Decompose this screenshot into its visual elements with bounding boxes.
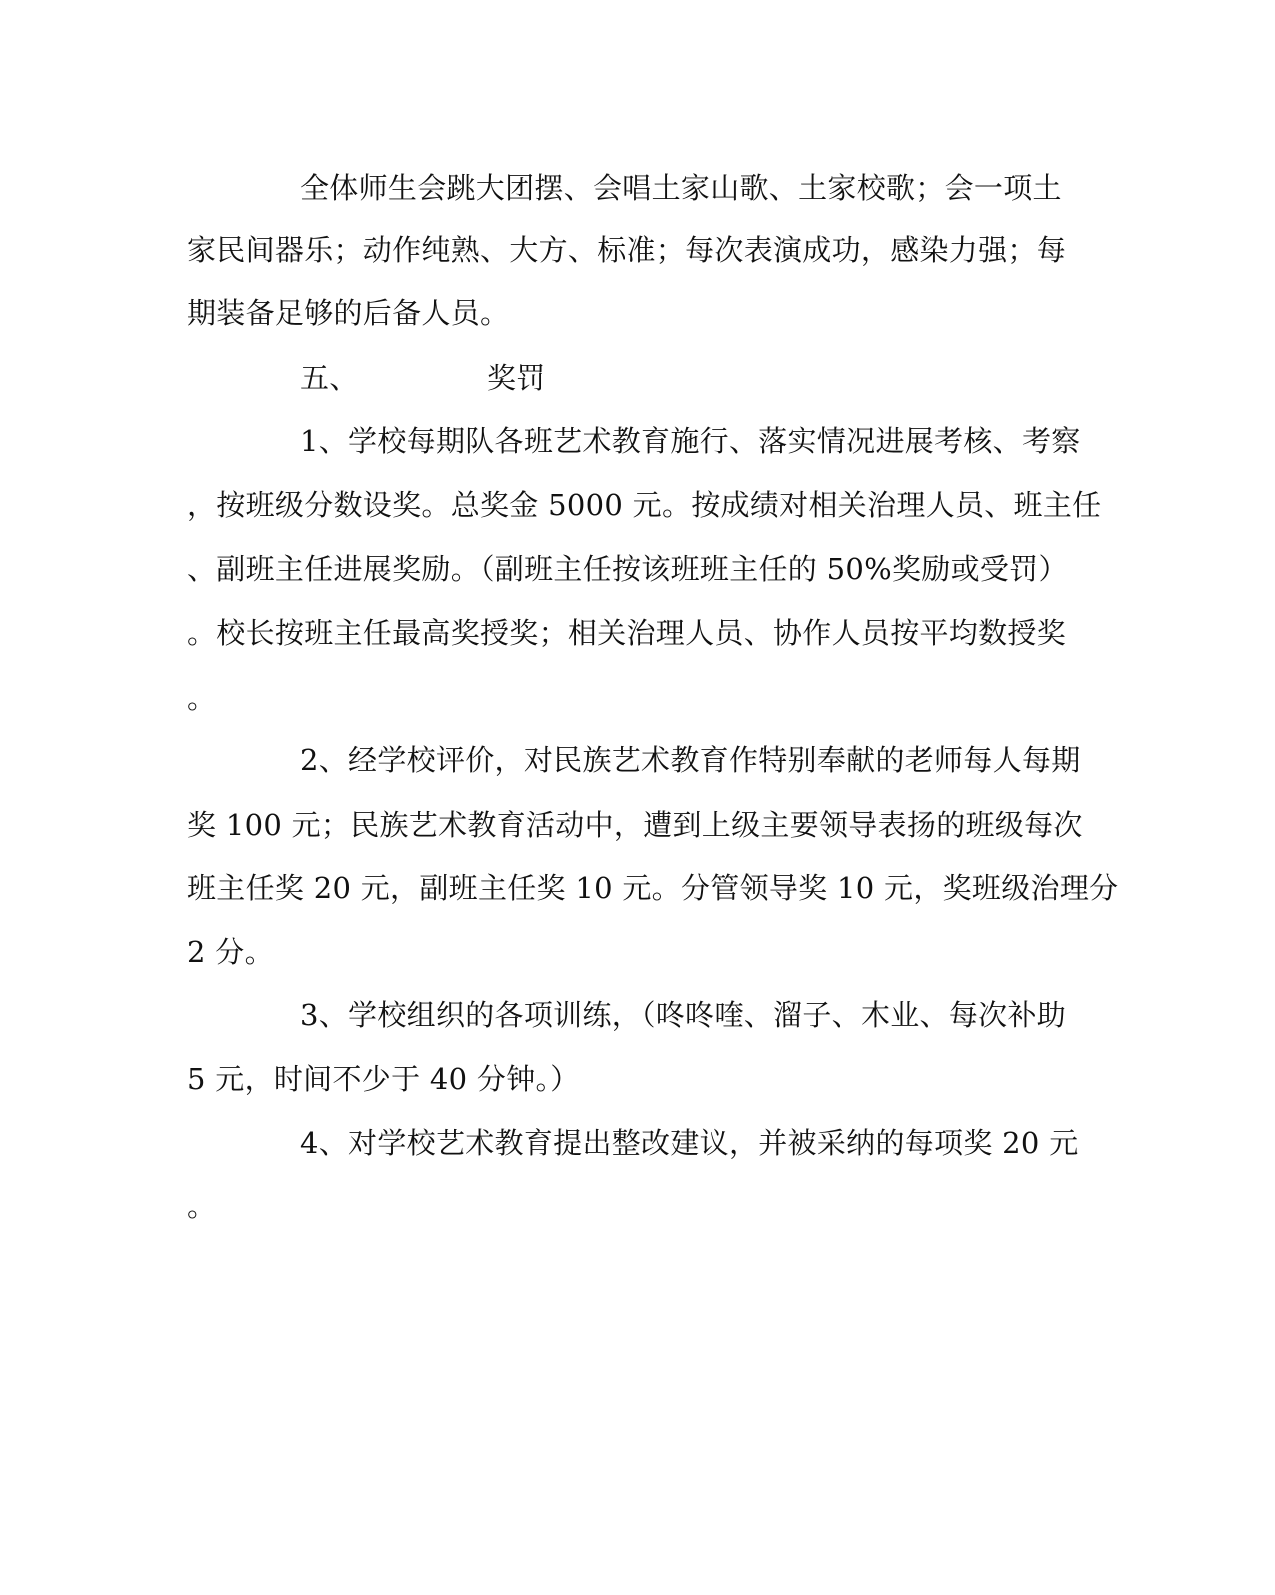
section-title: 奖罚 [487,361,546,395]
paragraph-line: 家民间器乐；动作纯熟、大方、标准；每次表演成功，感染力强；每 [187,233,1067,267]
item-line: 、副班主任进展奖励。（副班主任按该班班主任的 50%奖励或受罚） [187,552,1068,586]
paragraph-line: 期装备足够的后备人员。 [187,296,510,330]
item-line: 4、对学校艺术教育提出整改建议，并被采纳的每项奖 20 元 [300,1126,1079,1160]
item-line: 5 元，时间不少于 40 分钟。） [187,1062,580,1096]
paragraph-line: 全体师生会跳大团摆、会唱土家山歌、土家校歌；会一项土 [300,171,1062,205]
item-line: 1、学校每期队各班艺术教育施行、落实情况进展考核、考察 [300,424,1081,458]
item-line: 奖 100 元；民族艺术教育活动中，遭到上级主要领导表扬的班级每次 [187,808,1083,842]
item-line: 3、学校组织的各项训练，（咚咚喹、溜子、木业、每次补助 [300,998,1067,1032]
item-line: 2、经学校评价，对民族艺术教育作特别奉献的老师每人每期 [300,743,1081,777]
item-line: ，按班级分数设奖。总奖金 5000 元。按成绩对相关治理人员、班主任 [187,488,1102,522]
item-line: 。校长按班主任最高奖授奖；相关治理人员、协作人员按平均数授奖 [187,616,1067,650]
item-line: 班主任奖 20 元，副班主任奖 10 元。分管领导奖 10 元，奖班级治理分 [187,871,1119,905]
section-number: 五、 [300,361,359,395]
item-line: 。 [187,1189,217,1223]
item-line: 2 分。 [187,935,274,969]
item-line: 。 [187,681,217,715]
